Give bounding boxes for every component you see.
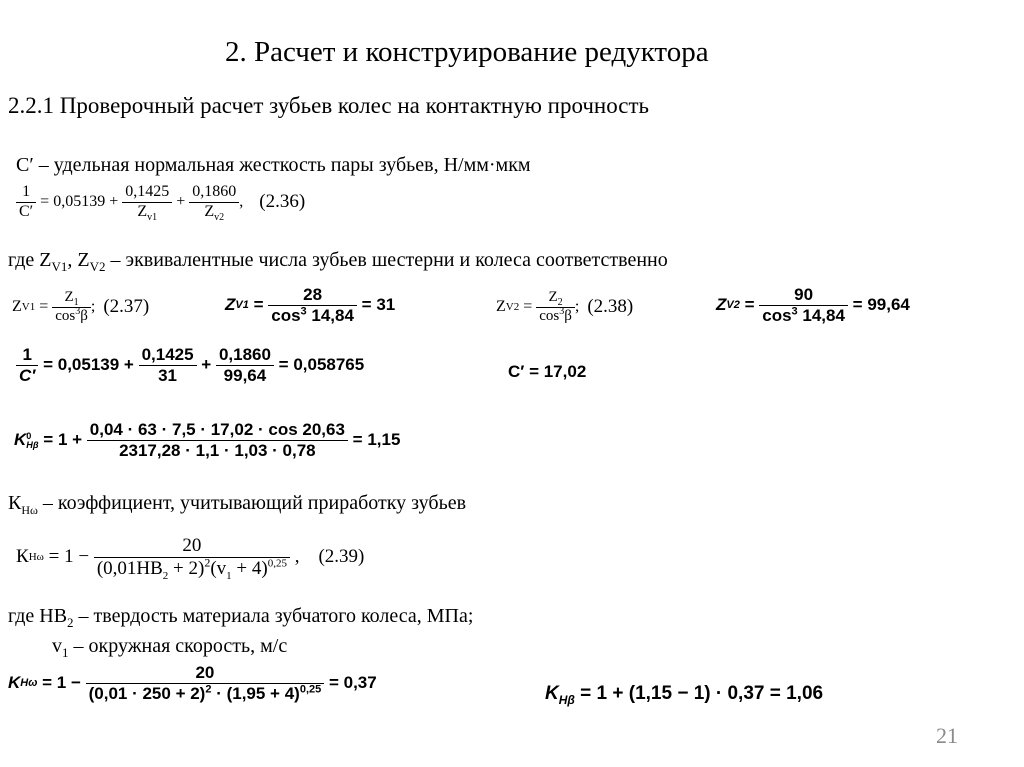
- fraction-zv1: $\frac{0,1425}{Z_{v1}}$: [122, 184, 172, 221]
- c-value: C′ = 17,02: [508, 362, 587, 381]
- v-definition: $v_1$ – окружная скорость, м/с: [52, 635, 288, 660]
- formula-2-38: Z V2 = $\frac{Z_2}{\cos^3\beta}$ ; (2.38): [496, 289, 634, 324]
- calc-khb-final: $K_{H\beta} = 1 + (1,15 - 1) \cdot 0,37 = 1,06$: [545, 683, 824, 707]
- khw-definition: $К_{Н\omega}$ – коэффициент, учитывающий приработку зубьев: [8, 492, 467, 517]
- zv-definition: где $Z_{V1}$, $Z_{V2}$ – эквивалентные числа зубьев шестерни и колеса соответственно: [8, 249, 668, 274]
- formula-2-36: $\frac{1}{C'}$ = 0,05139 + $\frac{0,1425}{Z_{v1}}$ + $\frac{0,1860}{Z_{v2}}$ , (2.36): [16, 184, 305, 221]
- fraction-zv2: $\frac{0,1860}{Z_{v2}}$: [189, 184, 239, 221]
- formula-2-39: К Нω = 1 − $\frac{20}{(0,01НВ_2 + 2)^2(v_1 + 4)^{0,25}}$ , (2.39): [16, 535, 365, 582]
- fraction-1-over-c: $\frac{1}{C'}$: [16, 184, 36, 221]
- calc-inverse-c: $\frac{1}{C'}$ = 0,05139 + $\frac{0,1425}{31}$ + $\frac{0,1860}{99,64}$ = 0,058765: [16, 346, 364, 385]
- calc-zv1: Z V1 = $\frac{28}{\cos^3 14,84}$ = 31: [225, 285, 396, 325]
- page-number: 21: [936, 723, 958, 748]
- hb-definition: где $НВ_2$ – твердость материала зубчатого колеса, МПа;: [8, 605, 474, 630]
- calc-khw: K Hω = 1 − $\frac{20}{(0,01 \cdot 250 + 2)^2 \cdot (1,95 + 4)^{0,25}}$ = 0,37: [8, 663, 377, 703]
- section-heading: 2.2.1 Проверочный расчет зубьев колес на контактную прочность: [8, 93, 650, 118]
- calc-zv2: Z V2 = $\frac{90}{\cos^3 14,84}$ = 99,64: [716, 285, 910, 325]
- formula-2-37: Z V1 = $\frac{Z_1}{\cos^3\beta}$ ; (2.37): [12, 289, 150, 324]
- calc-khb0: K 0 Hβ = 1 + $\frac{0,04 \cdot 63 \cdot 7,5 \cdot 17,02 \cdot \cos 20,63}{2317,28 \cdot 1,1 \cdot 1,03 \cdot 0,78}$ = 1,15: [14, 420, 401, 460]
- page-title: 2. Расчет и конструирование редуктора: [225, 36, 709, 68]
- c-definition: C′ – удельная нормальная жесткость пары зубьев, Н/мм·мкм: [16, 154, 531, 176]
